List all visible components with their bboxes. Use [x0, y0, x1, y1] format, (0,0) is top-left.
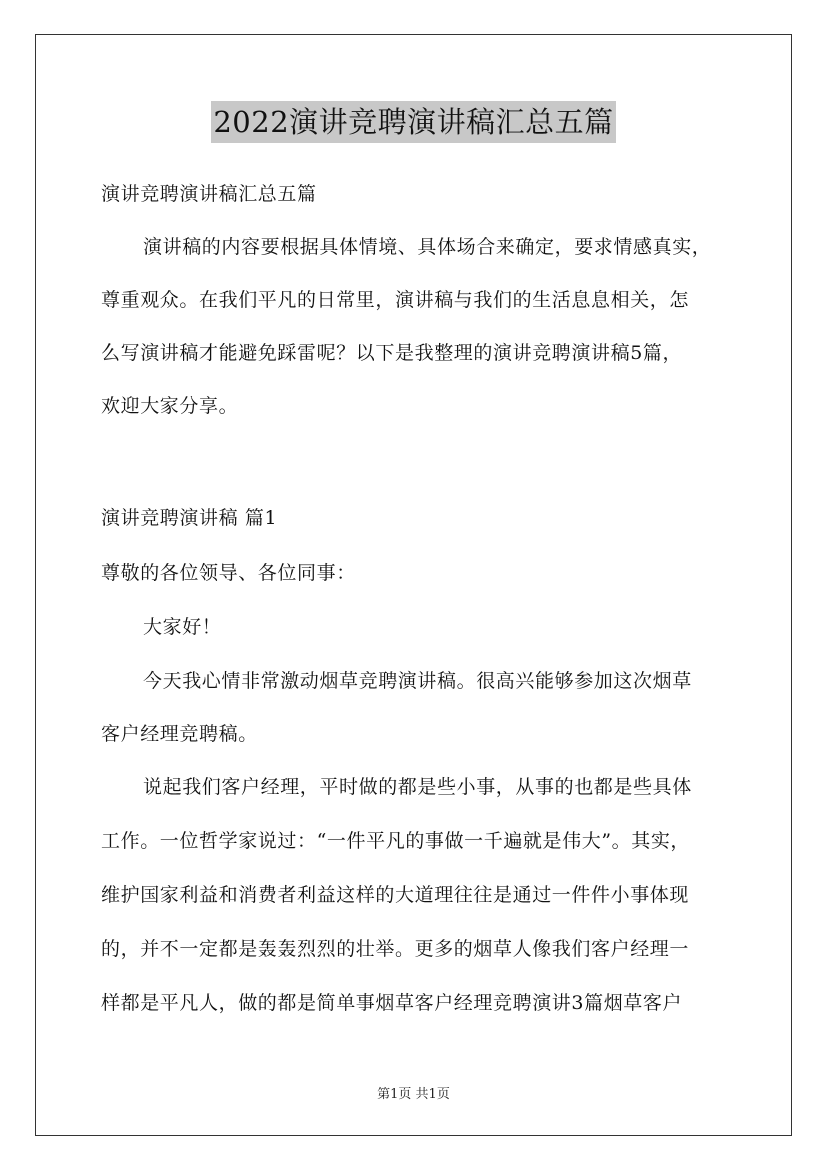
- document-title: 2022演讲竞聘演讲稿汇总五篇: [211, 101, 615, 143]
- intro-paragraph-line: 么写演讲稿才能避免踩雷呢？以下是我整理的演讲竞聘演讲稿5篇，: [101, 342, 683, 364]
- body-paragraph-line: 客户经理竞聘稿。: [101, 723, 258, 745]
- body-paragraph-line: 工作。一位哲学家说过：“一件平凡的事做一千遍就是伟大”。其实，: [101, 830, 691, 852]
- intro-paragraph-line: 演讲稿的内容要根据具体情境、具体场合来确定，要求情感真实，: [143, 236, 712, 258]
- body-paragraph-line: 样都是平凡人，做的都是简单事烟草客户经理竞聘演讲3篇烟草客户: [101, 992, 683, 1014]
- intro-paragraph-line: 尊重观众。在我们平凡的日常里，演讲稿与我们的生活息息相关，怎: [101, 289, 690, 311]
- title-container: [0, 101, 827, 143]
- section-heading: 演讲竞聘演讲稿 篇1: [101, 507, 278, 529]
- intro-heading: 演讲竞聘演讲稿汇总五篇: [101, 183, 317, 205]
- page-number-footer: 第1页 共1页: [377, 1087, 450, 1102]
- salutation: 尊敬的各位领导、各位同事：: [101, 562, 356, 584]
- body-paragraph-line: 今天我心情非常激动烟草竞聘演讲稿。很高兴能够参加这次烟草: [143, 670, 692, 692]
- body-paragraph-line: 说起我们客户经理，平时做的都是些小事，从事的也都是些具体: [143, 776, 692, 798]
- body-paragraph-line: 的，并不一定都是轰轰烈烈的壮举。更多的烟草人像我们客户经理一: [101, 938, 690, 960]
- body-paragraph-line: 维护国家利益和消费者利益这样的大道理往往是通过一件件小事体现: [101, 884, 690, 906]
- greeting: 大家好！: [143, 616, 222, 638]
- intro-paragraph-line: 欢迎大家分享。: [101, 395, 239, 417]
